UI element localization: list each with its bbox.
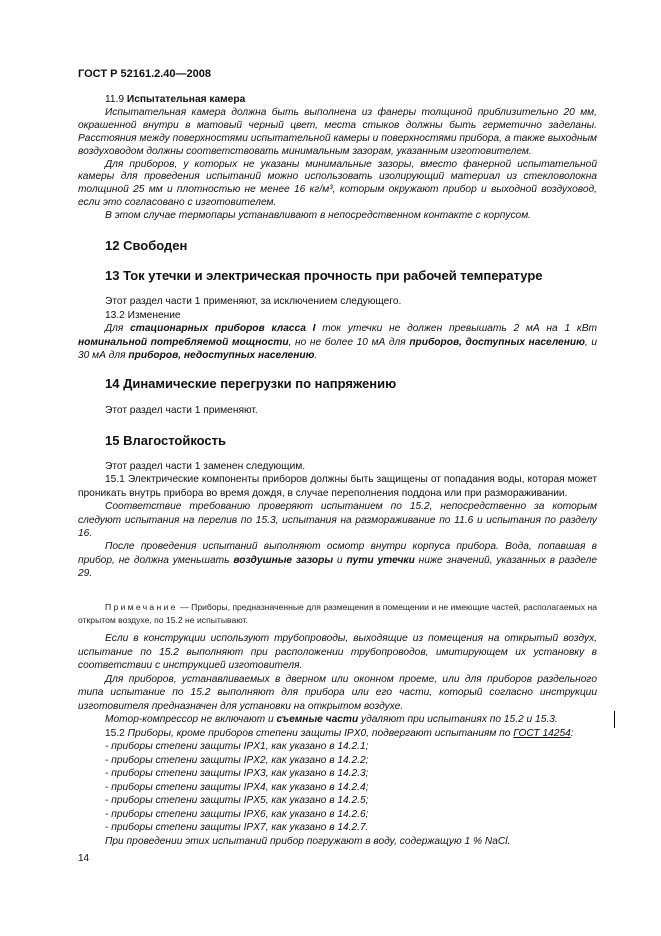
text-run: Соответствие требованию проверяют испытанием по 15.2, непосредственно за которым следуют испытания на перелив по 15.3, испытания на размораживание по 11.6 и испытания по разделу 16. — [78, 501, 597, 540]
text-run: При проведении этих испытаний прибор погружают в воду, содержащую 1 % NaCl. — [105, 835, 511, 847]
standard-reference-link[interactable]: ГОСТ 14254 — [513, 727, 571, 739]
term-text: съемные части — [276, 714, 359, 725]
paragraph — [78, 500, 597, 540]
paragraph — [78, 309, 597, 323]
text-run: — Приборы, предназначенные для размещения в помещении и не имеющие частей, располагаемых на открытом воздухе, по 15.2 не испытывают. — [78, 602, 597, 626]
paragraph — [78, 473, 597, 500]
heading-section-14: 14 Динамические перегрузки по напряжению — [105, 376, 397, 391]
paragraph — [78, 295, 597, 309]
text-run: 13.2 Изменение — [105, 309, 181, 321]
list-item — [78, 740, 597, 754]
term-text: воздушные зазоры — [233, 554, 334, 566]
text-run: - приборы степени защиты IPX3, как указано в 14.2.3; — [105, 768, 369, 779]
text-run: Мотор-компрессор не включают и — [105, 714, 277, 725]
text-run: ниже значений, указанных в разделе 29. — [78, 554, 597, 580]
term-text: стационарных приборов класса I — [130, 323, 316, 334]
list-item — [78, 754, 597, 768]
paragraph — [78, 107, 597, 159]
section-15-body — [78, 460, 597, 581]
text-run: - приборы степени защиты IPX5, как указано в 14.2.5; — [105, 795, 369, 806]
text-run: Этот раздел части 1 применяют, за исключением следующего. — [105, 296, 402, 307]
text-run: После проведения испытаний выполняют осмотр внутри корпуса прибора. Вода, попавшая в прибор, не должна уменьшать — [78, 541, 597, 566]
paragraph — [78, 322, 597, 363]
paragraph — [78, 632, 597, 673]
text-run: Для приборов, устанавливаемых в дверном или оконном проеме, или для приборов раздельного типа испытание по 15.2 выполняют для прибора или его части, который согласно инструкции изготовителя предназначен для установки на открытом воздухе. — [78, 673, 597, 712]
list-item — [78, 781, 597, 795]
text-run: Приборы, кроме приборов степени защиты IPX0, подвергают испытаниям по — [127, 727, 514, 739]
paragraph — [78, 159, 597, 211]
text-run: и — [333, 554, 347, 566]
paragraph — [78, 460, 597, 473]
paragraph — [78, 713, 597, 727]
text-run: Примечание — [105, 602, 178, 612]
term-text: приборов, доступных населению — [409, 336, 585, 348]
paragraph — [78, 94, 597, 107]
list-item — [78, 808, 597, 822]
section-13-body — [78, 295, 597, 363]
paragraph — [78, 404, 597, 418]
page-number: 14 — [78, 853, 90, 864]
paragraph — [78, 210, 597, 223]
text-run: Испытательная камера должна быть выполнена из фанеры толщиной приблизительно 20 мм, окрашенной внутри в матовый черный цвет, места стыков должны быть герметично заделаны. Расстояния между поверхностями испытательной камеры и поверхностями прибора, а также выходным воздуховодом должны соответствовать минимальным зазорам, указанным изготовителем. — [78, 106, 597, 157]
term-text: пути утечки — [346, 554, 415, 566]
text-run: Если в конструкции используют трубопроводы, выходящие из помещения на открытый воздух, испытание по 15.2 выполняют при расположении трубопроводов, имитирующем их установку в соответствии с инструкцией изготовителя. — [78, 633, 597, 671]
text-run: : — [570, 727, 574, 739]
text-run: - приборы степени защиты IPX4, как указано в 14.2.4; — [105, 781, 369, 793]
text-run: Этот раздел части 1 заменен следующим. — [105, 461, 306, 472]
paragraph — [78, 835, 597, 849]
text-run: 11.9 — [105, 94, 127, 105]
text-run: - приборы степени защиты IPX7, как указано в 14.2.7. — [105, 822, 369, 833]
text-run: удаляют при испытаниях по 15.2 и 15.3. — [358, 714, 558, 725]
paragraph — [78, 673, 597, 714]
text-run: - приборы степени защиты IPX6, как указано в 14.2.6; — [105, 808, 369, 820]
paragraph — [78, 727, 597, 741]
text-run: В этом случае термопары устанавливают в непосредственном контакте с корпусом. — [105, 210, 532, 222]
text-run: ток утечки не должен превышать 2 мА на 1 кВт — [315, 323, 597, 334]
paragraph — [78, 540, 597, 580]
heading-section-15: 15 Влагостойкость — [105, 433, 227, 448]
text-run: 15.2 — [105, 727, 128, 739]
text-run: Для приборов, у которых не указаны минимальные зазоры, вместо фанерной испытательной камеры для проведения испытаний можно использовать изолирующий материал из стекловолокна толщиной 25 мм и плотностью не менее 16 кг/м³, которым окружают прибор и выходной воздуховод, если это согласовано с изготовителем. — [78, 158, 597, 209]
paragraph — [78, 601, 597, 627]
section-15-body-continued — [78, 632, 597, 848]
list-item — [78, 794, 597, 808]
text-run: Этот раздел части 1 применяют. — [105, 405, 258, 416]
section-11-9 — [78, 94, 597, 223]
text-run: 15.1 Электрические компоненты приборов должны быть защищены от попадания воды, которая может проникать внутрь прибора во время дождя, в случае переполнения поддона или при размораживании. — [78, 474, 597, 499]
text-run: - приборы степени защиты IPX2, как указано в 14.2.2; — [105, 754, 369, 766]
heading-section-13: 13 Ток утечки и электрическая прочность при рабочей температуре — [105, 268, 543, 283]
term-text: номинальной потребляемой мощности — [78, 336, 289, 348]
text-run: Для — [105, 323, 131, 334]
term-text: Испытательная камера — [126, 94, 246, 105]
heading-section-12: 12 Свободен — [105, 238, 188, 253]
text-run: . — [314, 350, 318, 361]
list-item — [78, 767, 597, 781]
document-header: ГОСТ Р 52161.2.40—2008 — [78, 68, 212, 80]
list-item — [78, 821, 597, 835]
section-14-body — [78, 404, 597, 418]
change-bar — [614, 711, 615, 728]
text-run: - приборы степени защиты IPX1, как указано в 14.2.1; — [105, 741, 369, 752]
text-run: , и 30 мА для — [78, 336, 597, 361]
section-15-note — [78, 601, 597, 627]
term-text: приборов, недоступных населению — [128, 350, 315, 361]
text-run: , но не более 10 мА для — [288, 336, 410, 348]
